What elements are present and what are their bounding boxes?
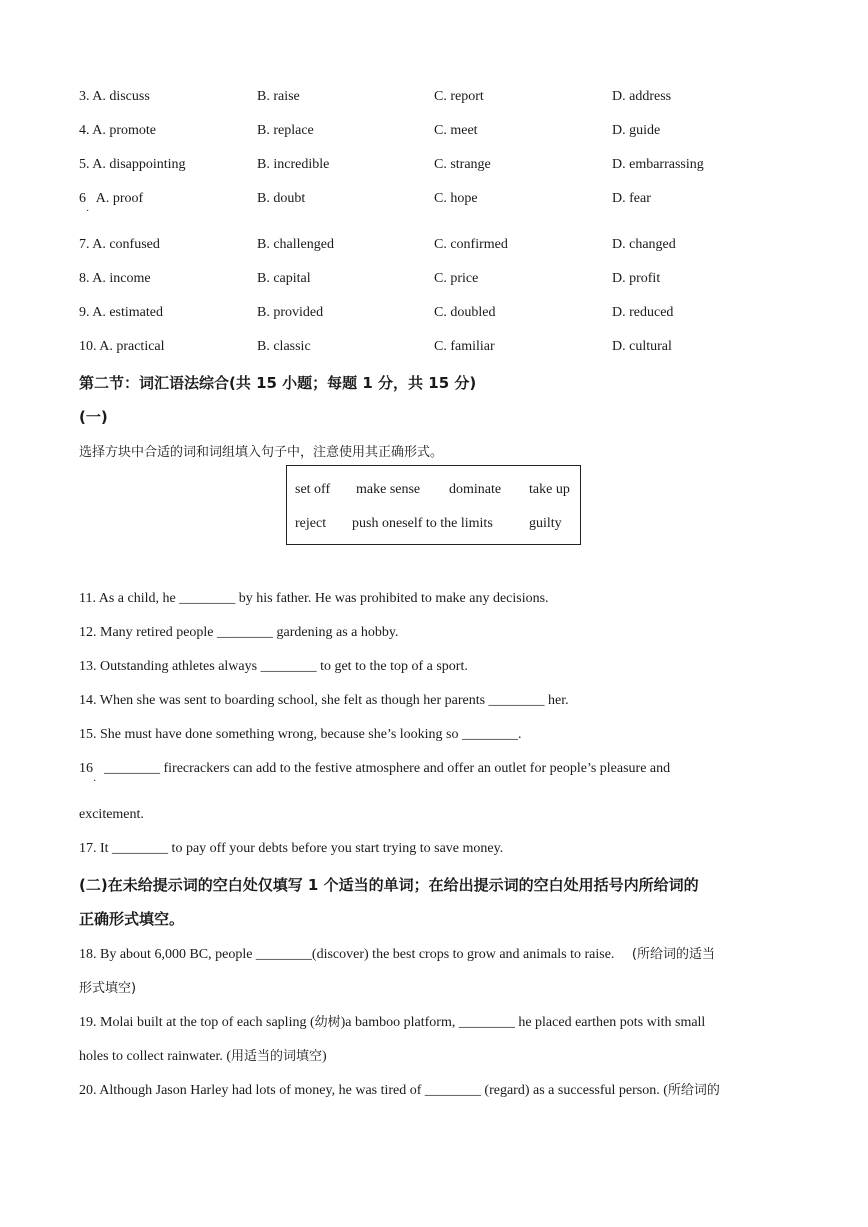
question-12: 12. Many retired people ________ gardening as a hobby. <box>79 625 399 640</box>
option-d: D. cultural <box>612 339 672 354</box>
question-19-text-continued: holes to collect rainwater. ( <box>79 1049 231 1064</box>
option-d: D. profit <box>612 271 661 286</box>
stray-dot-mark: · <box>93 776 97 787</box>
option-d: D. changed <box>612 237 676 252</box>
question-19-text: 19. Molai built at the top of each sapling ( <box>79 1015 315 1030</box>
part-two-title-continued: 正确形式填空。 <box>79 910 185 928</box>
option-c: C. doubled <box>434 305 496 320</box>
question-16-number: 16 <box>79 761 93 776</box>
option-b: B. doubt <box>257 191 306 206</box>
question-16-continued: excitement. <box>79 807 144 822</box>
section-title: 第二节：词汇语法综合(共 15 小题；每题 1 分，共 15 分) <box>79 374 477 392</box>
word-bank-item: make sense <box>356 482 421 497</box>
option-c: C. price <box>434 271 479 286</box>
choice-row <box>79 339 799 359</box>
choice-row <box>79 191 799 211</box>
question-17: 17. It ________ to pay off your debts before you start trying to save money. <box>79 841 504 856</box>
option-a: 6 A. proof <box>79 191 144 206</box>
option-a: 3. A. discuss <box>79 89 150 104</box>
option-a: 10. A. practical <box>79 339 165 354</box>
question-11: 11. As a child, he ________ by his father. He was prohibited to make any decisions. <box>79 591 549 606</box>
choice-row <box>79 89 799 109</box>
word-bank-item: dominate <box>449 482 502 497</box>
word-bank-item: push oneself to the limits <box>352 516 493 531</box>
question-18 <box>79 943 715 963</box>
choice-row <box>79 271 799 291</box>
option-b: B. capital <box>257 271 311 286</box>
option-a: 7. A. confused <box>79 237 160 252</box>
option-c: C. report <box>434 89 484 104</box>
option-d: D. fear <box>612 191 651 206</box>
question-19-continued <box>79 1045 327 1065</box>
question-20-text: 20. Although Jason Harley had lots of money, he was tired of ________ (regard) as a successful person. ( <box>79 1083 668 1098</box>
choice-row <box>79 237 799 257</box>
question-19-gloss: 幼树 <box>314 1015 341 1030</box>
option-a: 4. A. promote <box>79 123 156 138</box>
option-c: C. strange <box>434 157 491 172</box>
choice-row <box>79 157 799 177</box>
option-a: 9. A. estimated <box>79 305 163 320</box>
question-16: ________ firecrackers can add to the festive atmosphere and offer an outlet for people’s pleasure and <box>104 761 671 776</box>
question-19-hint: 用适当的词填空 <box>231 1049 323 1064</box>
question-19 <box>79 1011 705 1031</box>
option-d: D. reduced <box>612 305 674 320</box>
option-d: D. address <box>612 89 672 104</box>
option-b: B. incredible <box>257 157 330 172</box>
option-c: C. confirmed <box>434 237 508 252</box>
part-one-title: (一) <box>79 408 108 426</box>
question-19-hint-close: ) <box>322 1049 327 1064</box>
word-bank-item: take up <box>529 482 570 497</box>
option-b: B. replace <box>257 123 314 138</box>
option-d: D. embarrassing <box>612 157 704 172</box>
question-15: 15. She must have done something wrong, because she’s looking so ________. <box>79 727 522 742</box>
question-20-hint: 所给词的 <box>667 1083 720 1098</box>
option-a: 5. A. disappointing <box>79 157 186 172</box>
option-b: B. provided <box>257 305 324 320</box>
option-c: C. familiar <box>434 339 495 354</box>
option-a: 8. A. income <box>79 271 151 286</box>
question-18-hint: (所给词的适当 <box>631 947 715 962</box>
option-b: B. classic <box>257 339 311 354</box>
stray-dot-mark: · <box>86 206 90 217</box>
option-d: D. guide <box>612 123 661 138</box>
question-18-continued <box>79 977 136 997</box>
question-18-text: 18. By about 6,000 BC, people ________(discover) the best crops to grow and animals to raise. <box>79 947 615 962</box>
question-20 <box>79 1079 720 1099</box>
question-14: 14. When she was sent to boarding school, she felt as though her parents ________ her. <box>79 693 569 708</box>
option-b: B. raise <box>257 89 300 104</box>
choice-row <box>79 305 799 325</box>
word-bank-box <box>286 465 581 545</box>
option-b: B. challenged <box>257 237 334 252</box>
word-bank-item: set off <box>295 482 331 497</box>
question-19-text-rest: )a bamboo platform, ________ he placed earthen pots with small <box>340 1015 706 1030</box>
question-18-hint-continued: 形式填空) <box>79 981 137 996</box>
word-bank-item: guilty <box>529 516 562 531</box>
question-13: 13. Outstanding athletes always ________ to get to the top of a sport. <box>79 659 468 674</box>
option-c: C. hope <box>434 191 478 206</box>
part-two-title: (二)在未给提示词的空白处仅填写 1 个适当的单词；在给出提示词的空白处用括号内所给词的 <box>79 876 699 894</box>
instruction-text: 选择方块中合适的词和词组填入句子中，注意使用其正确形式。 <box>79 445 444 460</box>
word-bank-item: reject <box>295 516 327 531</box>
choice-row <box>79 123 799 143</box>
option-c: C. meet <box>434 123 478 138</box>
